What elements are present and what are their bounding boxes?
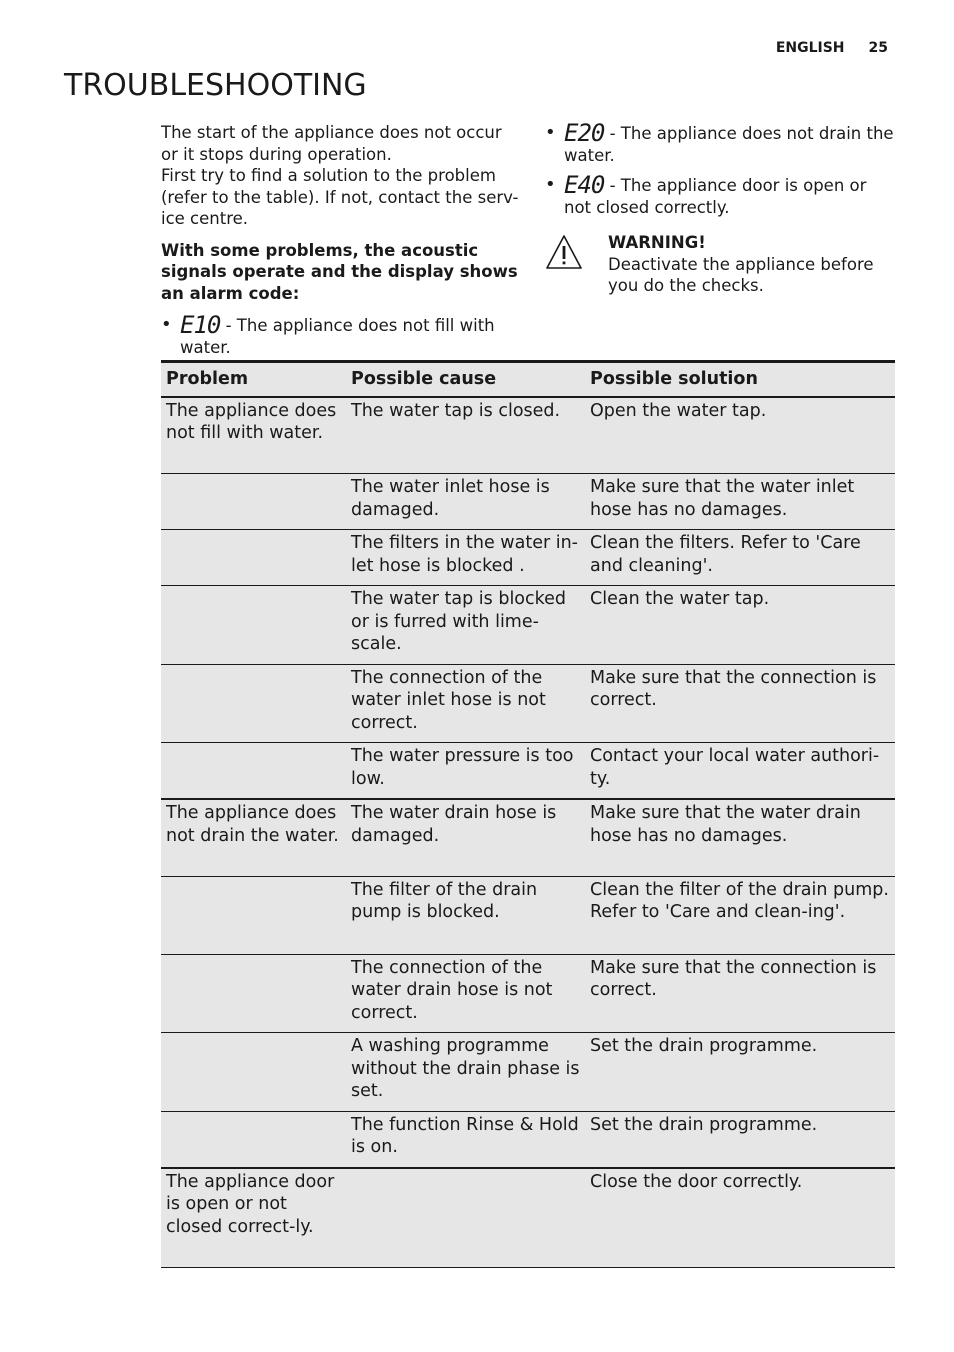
alarm-codes-column bbox=[545, 119, 895, 297]
page-title: TROUBLESHOOTING bbox=[64, 68, 367, 103]
intro-column bbox=[161, 122, 521, 366]
cell-problem bbox=[161, 1033, 346, 1112]
cell-cause: The filters in the water in-let hose is blocked . bbox=[346, 530, 585, 586]
table-row bbox=[161, 530, 895, 586]
cell-cause: The function Rinse & Hold is on. bbox=[346, 1111, 585, 1168]
table-row bbox=[161, 1168, 895, 1268]
table-header-row bbox=[161, 362, 895, 397]
cell-cause: The water pressure is too low. bbox=[346, 743, 585, 800]
intro-line-1: The start of the appliance does not occur or it stops during operation. bbox=[161, 123, 502, 164]
table-row bbox=[161, 397, 895, 474]
bullet-icon: • bbox=[161, 314, 172, 335]
cell-cause: A washing programme without the drain phase is set. bbox=[346, 1033, 585, 1112]
cell-problem bbox=[161, 876, 346, 954]
intro-line-2: First try to find a solution to the problem (refer to the table). If not, contact the serv-ice centre. bbox=[161, 166, 519, 228]
table-row bbox=[161, 876, 895, 954]
alarm-text-e40: - The appliance door is open or not closed correctly. bbox=[564, 176, 867, 217]
cell-cause: The water tap is closed. bbox=[346, 397, 585, 474]
cell-cause: The water inlet hose is damaged. bbox=[346, 474, 585, 530]
cell-solution: Make sure that the connection is correct. bbox=[585, 954, 895, 1033]
cell-solution: Set the drain programme. bbox=[585, 1111, 895, 1168]
alarm-code-e40: E40 bbox=[564, 171, 605, 199]
cell-solution: Clean the filter of the drain pump. Refer to 'Care and clean-ing'. bbox=[585, 876, 895, 954]
header-page-number: 25 bbox=[868, 40, 888, 56]
header-problem: Problem bbox=[161, 362, 346, 397]
warning-box bbox=[545, 232, 895, 297]
alarm-code-item-e20 bbox=[545, 119, 895, 166]
header-language: ENGLISH bbox=[775, 40, 845, 56]
alarm-code-item-e40 bbox=[545, 171, 895, 218]
cell-solution: Make sure that the water inlet hose has no damages. bbox=[585, 474, 895, 530]
troubleshooting-table bbox=[161, 360, 895, 1268]
cell-problem bbox=[161, 530, 346, 586]
bullet-icon: • bbox=[545, 122, 556, 143]
table-row bbox=[161, 474, 895, 530]
cell-problem: The appliance door is open or not closed correct-ly. bbox=[161, 1168, 346, 1268]
cell-problem bbox=[161, 664, 346, 743]
alarm-note: With some problems, the acoustic signals operate and the display shows an alarm code: bbox=[161, 240, 518, 303]
alarm-text-e20: - The appliance does not drain the water. bbox=[564, 124, 894, 165]
table-row bbox=[161, 1111, 895, 1168]
cell-cause: The filter of the drain pump is blocked. bbox=[346, 876, 585, 954]
cell-cause: The connection of the water inlet hose is not correct. bbox=[346, 664, 585, 743]
cell-solution: Set the drain programme. bbox=[585, 1033, 895, 1112]
table-row bbox=[161, 799, 895, 876]
table-row bbox=[161, 743, 895, 800]
cell-solution: Make sure that the water drain hose has no damages. bbox=[585, 799, 895, 876]
table-row bbox=[161, 586, 895, 665]
cell-problem bbox=[161, 586, 346, 665]
warning-title: WARNING! bbox=[608, 233, 706, 252]
cell-problem: The appliance does not fill with water. bbox=[161, 397, 346, 474]
warning-icon bbox=[545, 234, 583, 270]
page-header bbox=[776, 40, 888, 56]
alarm-code-item-e10 bbox=[161, 311, 521, 358]
table-row bbox=[161, 664, 895, 743]
cell-cause bbox=[346, 1168, 585, 1268]
cell-cause: The water tap is blocked or is furred with lime-scale. bbox=[346, 586, 585, 665]
alarm-text-e10: - The appliance does not fill with water. bbox=[180, 316, 495, 357]
header-solution: Possible solution bbox=[585, 362, 895, 397]
cell-solution: Open the water tap. bbox=[585, 397, 895, 474]
table-row bbox=[161, 954, 895, 1033]
cell-solution: Clean the water tap. bbox=[585, 586, 895, 665]
table-row bbox=[161, 1033, 895, 1112]
cell-solution: Contact your local water authori-ty. bbox=[585, 743, 895, 800]
alarm-code-e20: E20 bbox=[564, 119, 605, 147]
cell-solution: Make sure that the connection is correct. bbox=[585, 664, 895, 743]
cell-solution: Close the door correctly. bbox=[585, 1168, 895, 1268]
bullet-icon: • bbox=[545, 174, 556, 195]
warning-text: Deactivate the appliance before you do the checks. bbox=[608, 254, 874, 295]
cell-problem bbox=[161, 743, 346, 800]
cell-problem: The appliance does not drain the water. bbox=[161, 799, 346, 876]
cell-problem bbox=[161, 1111, 346, 1168]
cell-problem bbox=[161, 474, 346, 530]
cell-problem bbox=[161, 954, 346, 1033]
cell-cause: The water drain hose is damaged. bbox=[346, 799, 585, 876]
header-cause: Possible cause bbox=[346, 362, 585, 397]
alarm-code-e10: E10 bbox=[180, 311, 221, 339]
intro-paragraph bbox=[161, 122, 521, 230]
cell-cause: The connection of the water drain hose is not correct. bbox=[346, 954, 585, 1033]
cell-solution: Clean the filters. Refer to 'Care and cleaning'. bbox=[585, 530, 895, 586]
